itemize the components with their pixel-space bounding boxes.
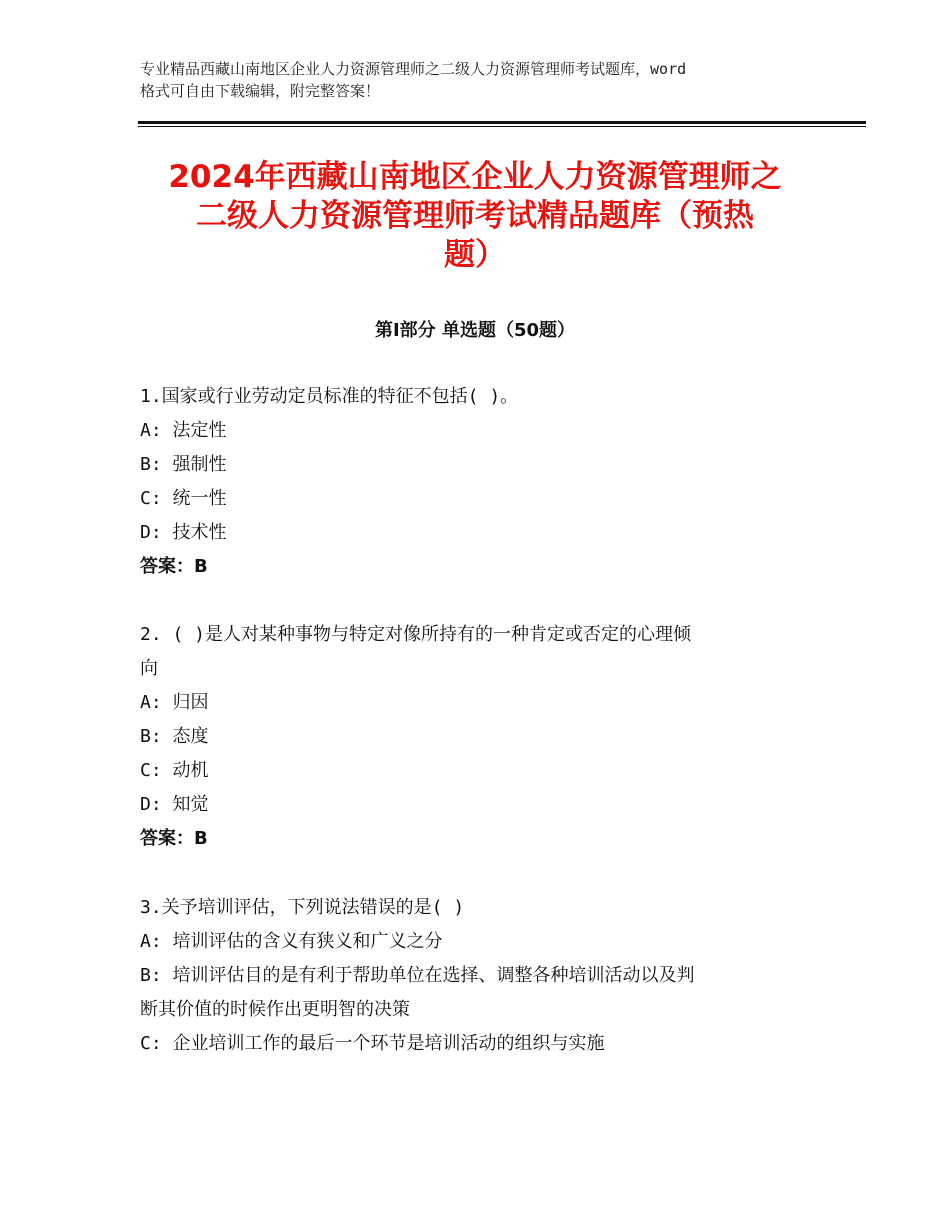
option-a: A: 培训评估的含义有狭义和广义之分 [140, 931, 443, 952]
option-c: C: 动机 [140, 760, 209, 781]
header-note [140, 58, 820, 102]
header-rule-thin [138, 126, 866, 127]
header-rule-thick [138, 121, 866, 124]
question-stem-continued: 向 [140, 658, 158, 679]
header-note-line: 专业精品西藏山南地区企业人力资源管理师之二级人力资源管理师考试题库，word [140, 60, 687, 78]
question-stem: 2. ( )是人对某种事物与特定对像所持有的一种肯定或否定的心理倾 [140, 624, 692, 645]
section-heading: 第Ⅰ部分 单选题（50题） [374, 320, 575, 341]
option-b-continued: 断其价值的时候作出更明智的决策 [140, 999, 410, 1020]
question-3 [140, 891, 820, 1061]
option-d: D: 知觉 [140, 794, 209, 815]
answer: 答案：B [140, 556, 208, 577]
option-a: A: 法定性 [140, 420, 227, 441]
option-b: B: 培训评估目的是有利于帮助单位在选择、调整各种培训活动以及判 [140, 965, 695, 986]
question-2 [140, 618, 820, 856]
header-note-line: 格式可自由下载编辑，附完整答案！ [140, 82, 381, 100]
option-b: B: 强制性 [140, 454, 227, 475]
option-d: D: 技术性 [140, 522, 227, 543]
option-b: B: 态度 [140, 726, 209, 747]
answer: 答案：B [140, 828, 208, 849]
question-1 [140, 380, 820, 584]
question-stem: 3.关予培训评估，下列说法错误的是( ) [140, 897, 465, 918]
option-c: C: 统一性 [140, 488, 227, 509]
option-c: C: 企业培训工作的最后一个环节是培训活动的组织与实施 [140, 1033, 605, 1054]
question-stem: 1.国家或行业劳动定员标准的特征不包括( )。 [140, 386, 519, 407]
title-line: 二级人力资源管理师考试精品题库（预热 [196, 198, 754, 234]
option-a: A: 归因 [140, 692, 209, 713]
document-title [120, 158, 830, 275]
title-line: 2024年西藏山南地区企业人力资源管理师之 [168, 159, 782, 195]
title-line: 题） [444, 237, 506, 273]
